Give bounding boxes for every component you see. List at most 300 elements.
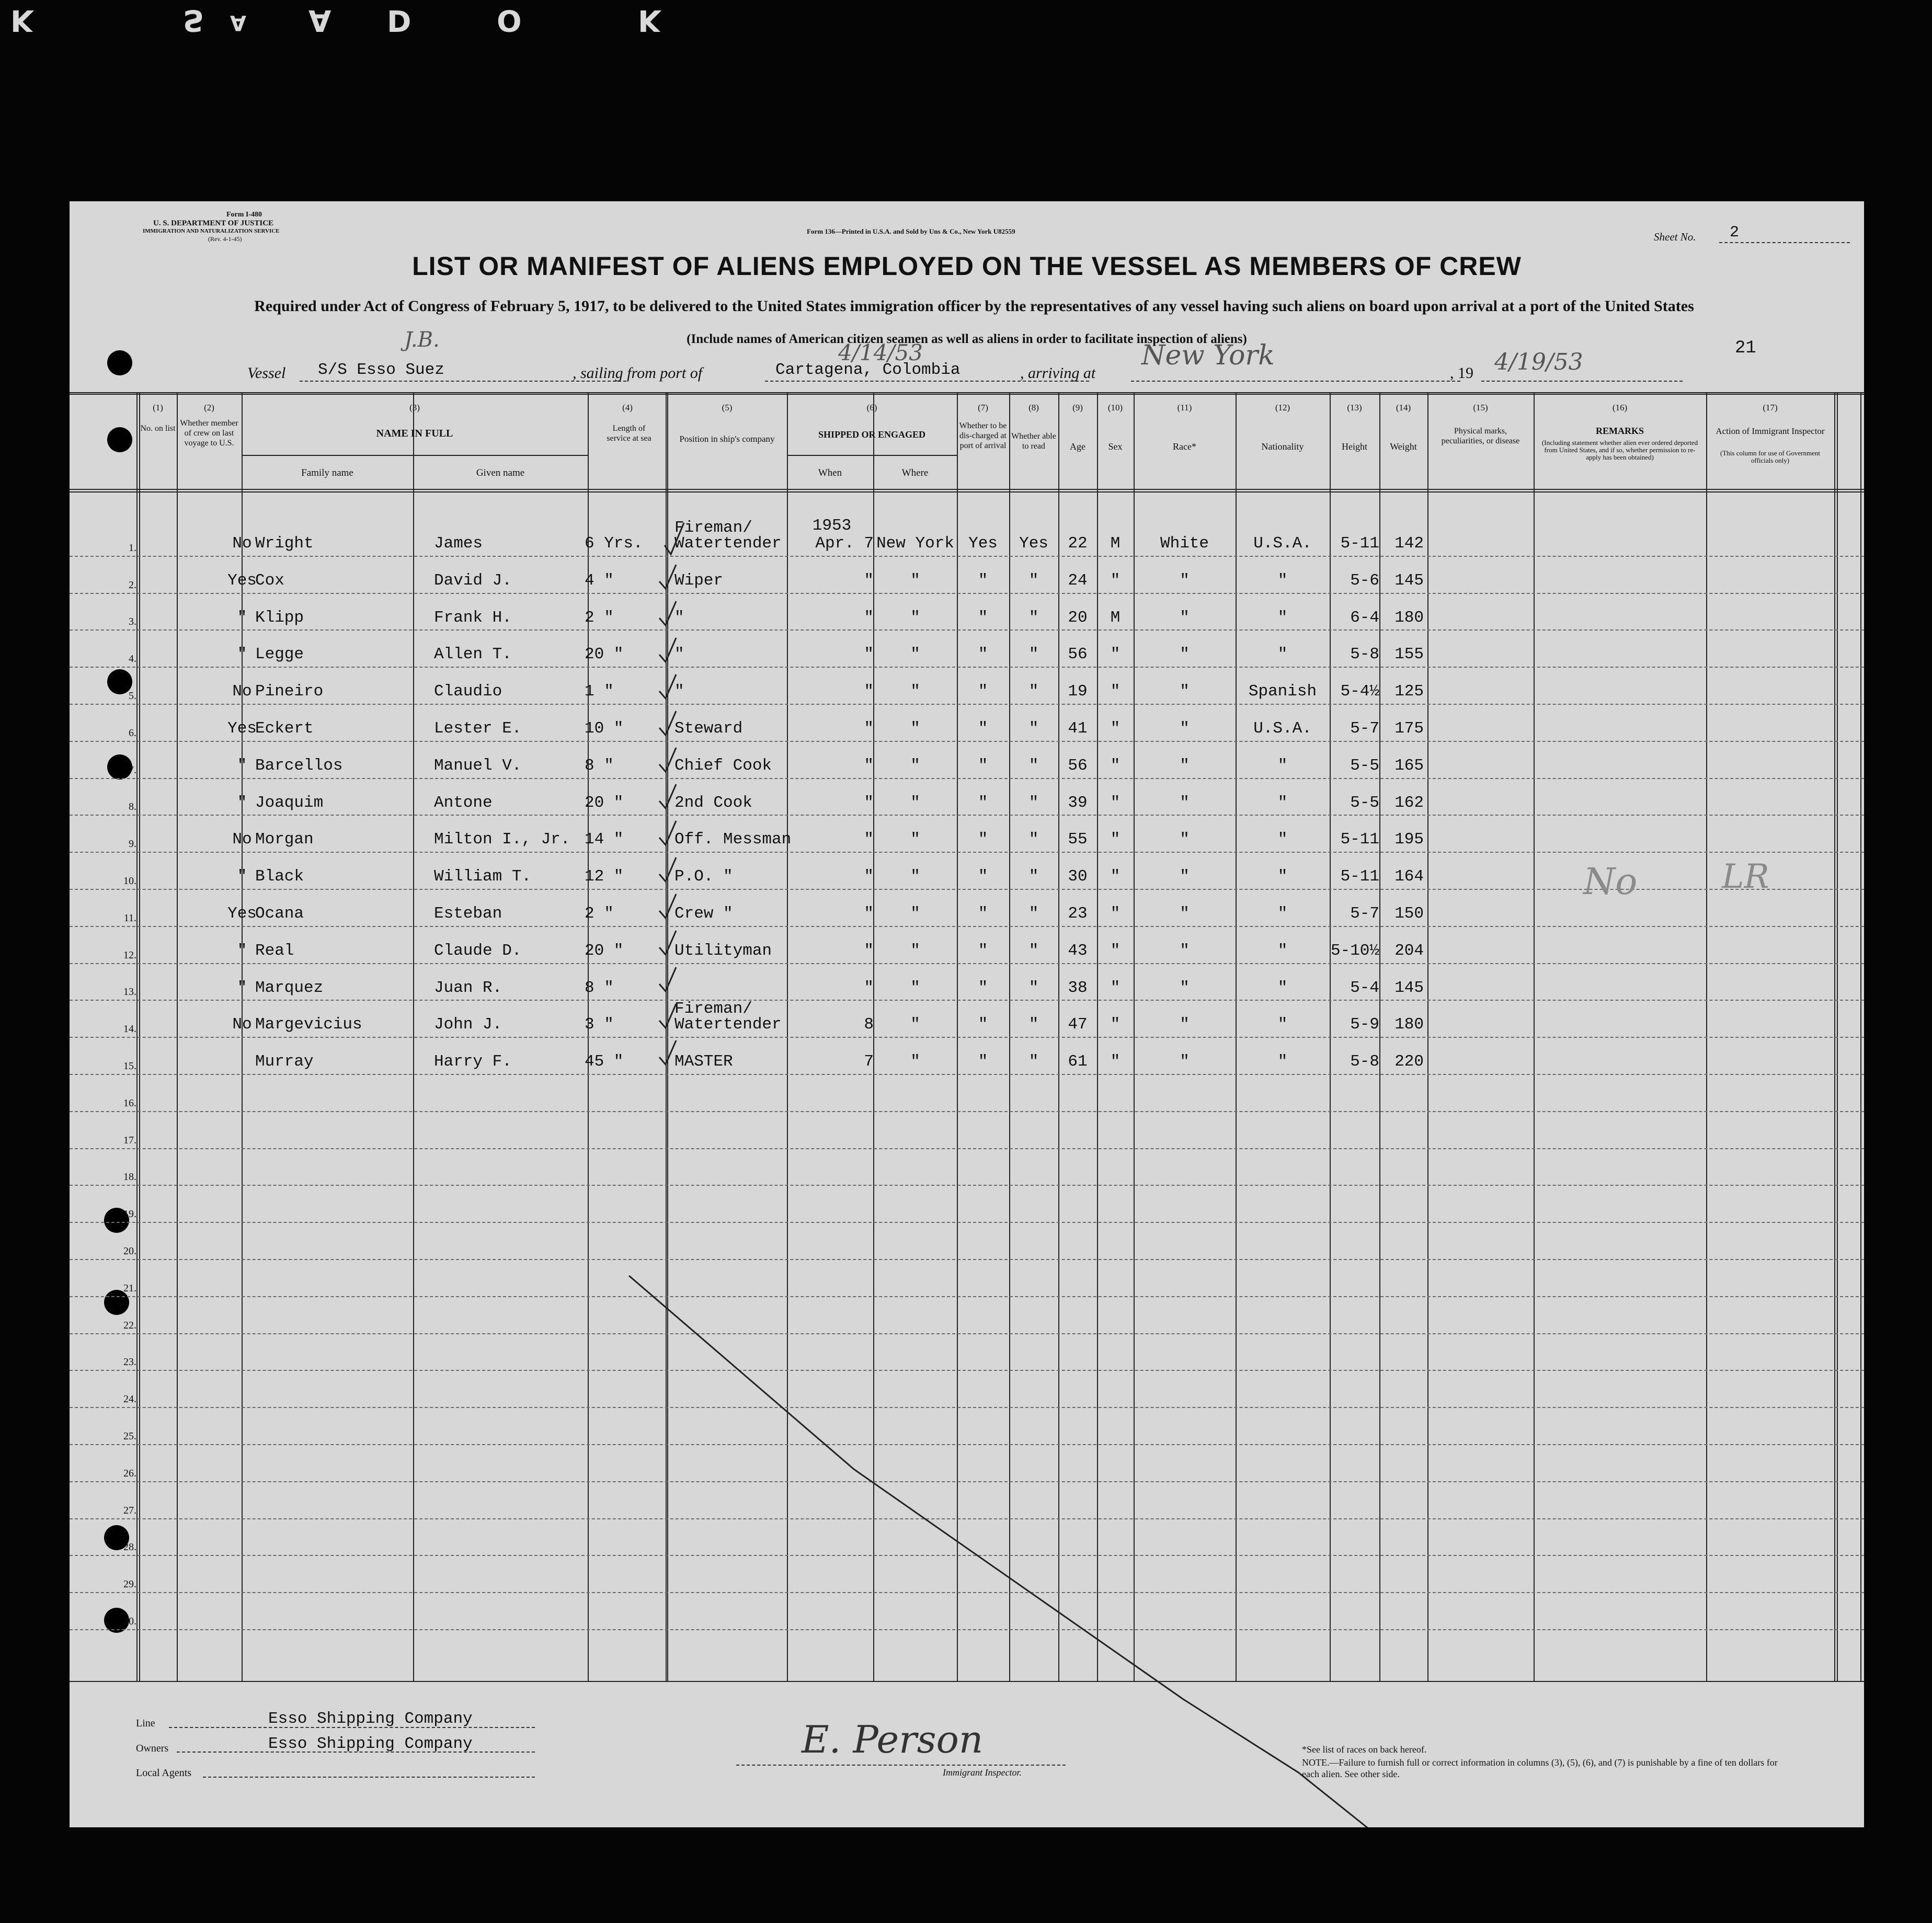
- cell-given: Juan R.: [434, 978, 502, 997]
- cell-given: James: [434, 534, 483, 553]
- cell-position: Steward: [675, 719, 743, 738]
- cell-read: ": [1028, 756, 1039, 775]
- department-line: U. S. DEPARTMENT OF JUSTICE: [153, 219, 274, 227]
- cell-given: David J.: [434, 571, 512, 590]
- cell-given: Lester E.: [434, 719, 522, 738]
- cell-when: 7: [864, 1052, 874, 1071]
- cell-position: Fireman/: [675, 1000, 752, 1018]
- row-number: 10.: [123, 875, 136, 887]
- cell-age: 47: [1068, 1015, 1088, 1034]
- film-edge-letter: O: [497, 3, 522, 37]
- header-able-to-read: Whether able to read: [1011, 432, 1056, 451]
- line-underline: [169, 1727, 535, 1728]
- cell-given: John J.: [434, 1015, 502, 1034]
- handwritten-date: 4/14/53: [838, 340, 923, 365]
- checkmark: [659, 894, 676, 918]
- cell-height: 5-6: [1350, 571, 1379, 590]
- row-number: 20.: [123, 1245, 136, 1257]
- cell-nationality: ": [1277, 905, 1288, 923]
- cell-height: 5-11: [1340, 867, 1379, 886]
- cell-when: ": [864, 682, 874, 701]
- cell-where: ": [910, 1052, 920, 1071]
- cell-family: Cox: [255, 571, 284, 590]
- cell-height: 5-5: [1350, 793, 1379, 812]
- cell-age: 22: [1068, 534, 1088, 553]
- cell-when-year: 1953: [812, 517, 852, 535]
- cell-discharged: ": [978, 1052, 988, 1071]
- cell-where: ": [910, 571, 920, 590]
- page-title: LIST OR MANIFEST OF ALIENS EMPLOYED ON THE VESSEL AS MEMBERS OF CREW: [412, 251, 1522, 281]
- cell-given: Harry F.: [434, 1052, 512, 1071]
- cell-age: 24: [1068, 571, 1088, 590]
- cell-age: 30: [1068, 867, 1088, 886]
- cell-discharged: ": [978, 756, 988, 775]
- cell-member: No: [232, 1015, 252, 1034]
- header-where: Where: [901, 467, 929, 478]
- cell-weight: 180: [1394, 1015, 1424, 1034]
- cell-length: 45 ": [585, 1052, 624, 1071]
- header-action: Action of Immigrant Inspector: [1716, 426, 1825, 436]
- cell-age: 56: [1068, 756, 1088, 775]
- row-number: 23.: [123, 1356, 136, 1368]
- cell-length: 12 ": [585, 867, 624, 886]
- column-number: (6): [866, 403, 877, 413]
- sailing-label: , sailing from port of: [573, 364, 703, 382]
- cell-sex: ": [1110, 793, 1121, 812]
- row-number: 17.: [123, 1134, 136, 1146]
- cell-given: Milton I., Jr.: [434, 830, 570, 849]
- checkmark: [659, 748, 676, 772]
- cell-when: ": [864, 941, 874, 960]
- cell-where: ": [910, 793, 920, 812]
- cell-when: ": [864, 830, 874, 849]
- cell-age: 19: [1068, 682, 1088, 701]
- column-number: (9): [1072, 403, 1083, 413]
- checkmark: [659, 1004, 676, 1028]
- film-edge-letter: S: [183, 3, 204, 37]
- arriving-port: New York: [1141, 340, 1275, 371]
- cell-when: ": [864, 608, 874, 627]
- cell-read: ": [1028, 608, 1039, 627]
- column-number: (8): [1028, 403, 1039, 413]
- cell-discharged: ": [978, 941, 988, 960]
- row-number: 25.: [123, 1430, 136, 1442]
- cell-height: 5-7: [1350, 719, 1379, 738]
- column-number: (2): [204, 403, 214, 413]
- arriving-label: , arriving at: [1020, 364, 1096, 382]
- cell-when: ": [864, 978, 874, 997]
- cell-position: Crew ": [675, 905, 733, 923]
- column-number: (12): [1275, 403, 1290, 413]
- cell-read: ": [1028, 905, 1039, 923]
- cell-position: Off. Messman: [675, 830, 792, 849]
- cell-discharged: ": [978, 905, 988, 923]
- cell-age: 55: [1068, 830, 1088, 849]
- inspector-label: Immigrant Inspector.: [943, 1767, 1022, 1778]
- cell-read: Yes: [1019, 534, 1048, 553]
- cell-when: ": [864, 645, 874, 664]
- cell-height: 5-4½: [1340, 682, 1379, 701]
- cell-sex: ": [1110, 645, 1121, 664]
- cell-position: Wiper: [675, 571, 724, 590]
- cell-sex: ": [1110, 830, 1121, 849]
- cell-height: 6-4: [1350, 608, 1379, 627]
- cell-where: ": [910, 1015, 920, 1034]
- signature-line: [736, 1765, 1066, 1766]
- owners-underline: [177, 1752, 535, 1753]
- cell-weight: 125: [1394, 682, 1424, 701]
- checkmark: [659, 931, 676, 955]
- cell-position: 2nd Cook: [675, 793, 752, 812]
- cell-weight: 142: [1394, 534, 1424, 553]
- cell-length: 4 ": [585, 571, 614, 590]
- cell-family: Murray: [255, 1052, 314, 1071]
- cell-sex: ": [1110, 719, 1121, 738]
- film-edge-letter: A: [308, 3, 331, 37]
- row-number: 6.: [129, 727, 136, 739]
- header-discharged: Whether to be dis-charged at port of arrival: [959, 421, 1007, 450]
- cell-discharged: ": [978, 645, 988, 664]
- cell-weight: 145: [1394, 571, 1424, 590]
- cell-family: Klipp: [255, 608, 304, 627]
- film-edge-letter: A: [230, 10, 246, 35]
- cell-when: ": [864, 793, 874, 812]
- cell-position: ": [675, 645, 684, 664]
- cell-when: Apr. 7: [815, 534, 874, 553]
- local-agents-underline: [203, 1777, 535, 1778]
- header-when: When: [818, 467, 842, 478]
- cell-given: Claudio: [434, 682, 502, 701]
- header-physical-marks: Physical marks, peculiarities, or disease: [1441, 427, 1520, 445]
- cell-nationality: ": [1277, 756, 1288, 775]
- races-note: *See list of races on back hereof.: [1302, 1744, 1427, 1755]
- cell-where: ": [910, 756, 920, 775]
- header-position: Position in ship's company: [679, 434, 775, 444]
- checkmark: [665, 523, 684, 554]
- page-mark: 21: [1735, 338, 1756, 358]
- cell-member: ": [237, 793, 247, 812]
- cell-race: ": [1180, 719, 1190, 738]
- cell-age: 43: [1068, 941, 1088, 960]
- cell-sex: ": [1110, 682, 1121, 701]
- cell-given: Antone: [434, 793, 493, 812]
- cell-height: 5-11: [1340, 534, 1379, 553]
- cell-family: Joaquim: [255, 793, 324, 812]
- column-number: (13): [1347, 403, 1362, 413]
- cell-discharged: ": [978, 1015, 988, 1034]
- cell-where: ": [910, 867, 920, 886]
- cell-age: 23: [1068, 905, 1088, 923]
- cell-length: 20 ": [585, 645, 624, 664]
- header-no-on-list: No. on list: [140, 424, 176, 433]
- arrival-date: 4/19/53: [1494, 349, 1583, 375]
- row-number: 5.: [129, 690, 136, 702]
- cell-member: Yes: [227, 719, 257, 738]
- column-number: (16): [1612, 403, 1628, 413]
- cell-given: Esteban: [434, 905, 502, 923]
- header-shipped-or-engaged: SHIPPED OR ENGAGED: [818, 429, 926, 440]
- cell-where: ": [910, 645, 920, 664]
- cell-discharged: ": [978, 867, 988, 886]
- vessel-name: S/S Esso Suez: [318, 361, 444, 379]
- header-family-name: Family name: [301, 467, 353, 478]
- cell-where: ": [910, 941, 920, 960]
- column-number: (10): [1107, 403, 1123, 413]
- cell-family: Ocana: [255, 905, 304, 923]
- cell-weight: 162: [1394, 793, 1424, 812]
- cell-where: ": [910, 608, 920, 627]
- cell-race: ": [1180, 756, 1190, 775]
- manifest-sheet: [70, 201, 1864, 1827]
- cell-member: ": [237, 941, 247, 960]
- column-number: (17): [1763, 403, 1778, 413]
- column-number: (5): [722, 403, 733, 413]
- line-label: Line: [136, 1718, 155, 1729]
- cell-where: ": [910, 682, 920, 701]
- cell-race: ": [1180, 608, 1190, 627]
- header-whether-member: Whether member of crew on last voyage to U.S.: [180, 419, 238, 448]
- cell-nationality: U.S.A.: [1253, 534, 1312, 553]
- action-annotation: LR: [1722, 857, 1769, 896]
- cell-nationality: U.S.A.: [1253, 719, 1312, 738]
- cell-sex: ": [1110, 941, 1121, 960]
- cell-sex: ": [1110, 978, 1121, 997]
- cell-position: Utilityman: [675, 941, 772, 960]
- cell-height: 5-10½: [1330, 941, 1379, 960]
- cell-length: 6 Yrs.: [585, 534, 643, 553]
- row-number: 12.: [123, 949, 136, 961]
- cell-age: 20: [1068, 608, 1088, 627]
- cell-length: 14 ": [585, 830, 624, 849]
- cell-family: Black: [255, 867, 304, 886]
- cell-where: ": [910, 905, 920, 923]
- film-edge-letter: D: [387, 3, 411, 37]
- column-number: (4): [622, 403, 633, 413]
- sailing-port: Cartagena, Colombia: [775, 361, 961, 379]
- cell-length: 3 ": [585, 1015, 614, 1034]
- cell-weight: 195: [1394, 830, 1424, 849]
- row-number: 13.: [123, 986, 136, 998]
- vessel-label: Vessel: [247, 364, 286, 382]
- cell-age: 56: [1068, 645, 1088, 664]
- cell-family: Real: [255, 941, 294, 960]
- cell-given: Claude D.: [434, 941, 522, 960]
- cell-height: 5-4: [1350, 978, 1379, 997]
- cell-length: 2 ": [585, 905, 614, 923]
- cell-where: ": [910, 719, 920, 738]
- cell-read: ": [1028, 1052, 1039, 1071]
- row-number: 11.: [123, 912, 136, 924]
- cell-member: ": [237, 608, 247, 627]
- cell-member: No: [232, 534, 252, 553]
- cell-nationality: ": [1277, 608, 1288, 627]
- header-name-in-full: NAME IN FULL: [376, 428, 453, 439]
- header-height: Height: [1342, 441, 1367, 452]
- checkmark-strokes: [659, 523, 684, 1064]
- checkmark: [659, 565, 676, 589]
- film-edge-markings: [0, 0, 1932, 47]
- cell-position: ": [675, 682, 684, 701]
- row-number: 24.: [123, 1393, 136, 1405]
- header-action-sub: (This column for use of Government officials only): [1720, 449, 1820, 464]
- cell-given: Allen T.: [434, 645, 512, 664]
- cell-nationality: ": [1277, 793, 1288, 812]
- cell-length: 2 ": [585, 608, 614, 627]
- sheet-number-line: [1719, 242, 1850, 243]
- cell-read: ": [1028, 867, 1039, 886]
- cell-race: ": [1180, 941, 1190, 960]
- cell-where: ": [910, 978, 920, 997]
- cell-family: Legge: [255, 645, 304, 664]
- checkmark: [659, 821, 676, 845]
- cell-length: 20 ": [585, 941, 624, 960]
- row-number: 7.: [129, 764, 136, 776]
- cell-height: 5-8: [1350, 1052, 1379, 1071]
- cell-nationality: ": [1277, 830, 1288, 849]
- cell-discharged: ": [978, 793, 988, 812]
- cell-nationality: Spanish: [1248, 682, 1317, 701]
- row-number: 22.: [123, 1319, 136, 1331]
- sheet-number: 2: [1730, 224, 1740, 242]
- cell-age: 38: [1068, 978, 1088, 997]
- cell-race: ": [1180, 1015, 1190, 1034]
- cell-when: 8: [864, 1015, 874, 1034]
- cell-length: 8 ": [585, 978, 614, 997]
- cell-read: ": [1028, 1015, 1039, 1034]
- film-edge-letter: K: [638, 3, 661, 37]
- cell-member: No: [232, 682, 252, 701]
- cell-nationality: ": [1277, 978, 1288, 997]
- cell-family: Pineiro: [255, 682, 324, 701]
- cell-weight: 145: [1394, 978, 1424, 997]
- cell-family: Eckert: [255, 719, 314, 738]
- cell-length: 8 ": [585, 756, 614, 775]
- cell-read: ": [1028, 793, 1039, 812]
- cell-race: ": [1180, 867, 1190, 886]
- cell-read: ": [1028, 571, 1039, 590]
- checkmark: [659, 711, 676, 735]
- pen-marks: [70, 392, 1864, 1682]
- printer-line: Form 136—Printed in U.S.A. and Sold by Uns & Co., New York U82559: [807, 227, 1015, 235]
- cell-length: 1 ": [585, 682, 614, 701]
- header-remarks-sub: (Including statement whether alien ever ordered deported from United States, and if so, whether permission to re-apply has been obtained): [1541, 439, 1698, 461]
- cell-member: Yes: [227, 571, 257, 590]
- row-number: 26.: [123, 1467, 136, 1479]
- column-number: (7): [978, 403, 988, 413]
- penalty-note: NOTE.—Failure to furnish full or correct information in columns (3), (5), (6), and (7) is punishable by a fine of ten dollars for each alien. See other side.: [1302, 1757, 1778, 1779]
- form-revision: (Rev. 4-1-45): [208, 235, 242, 243]
- cell-given: Frank H.: [434, 608, 512, 627]
- cell-height: 5-7: [1350, 905, 1379, 923]
- sheet-number-label: Sheet No.: [1654, 231, 1696, 243]
- form-number: Form I-480: [226, 211, 262, 219]
- year-label: , 19: [1450, 364, 1473, 382]
- cell-race: ": [1180, 571, 1190, 590]
- cell-discharged: Yes: [968, 534, 998, 553]
- cell-race: ": [1180, 1052, 1190, 1071]
- cell-read: ": [1028, 682, 1039, 701]
- cell-race: ": [1180, 682, 1190, 701]
- row-number: 1.: [129, 542, 136, 554]
- column-number: (11): [1177, 403, 1192, 413]
- row-number: 19.: [123, 1208, 136, 1220]
- cell-discharged: ": [978, 978, 988, 997]
- header-given-name: Given name: [476, 467, 525, 478]
- row-number: 30.: [123, 1616, 136, 1627]
- row-number: 27.: [123, 1504, 136, 1516]
- row-number: 14.: [123, 1023, 136, 1035]
- cell-when: ": [864, 571, 874, 590]
- cell-race: White: [1160, 534, 1209, 553]
- local-agents-label: Local Agents: [136, 1767, 192, 1779]
- row-number: 15.: [123, 1060, 136, 1072]
- cell-read: ": [1028, 645, 1039, 664]
- cell-family: Morgan: [255, 830, 314, 849]
- cell-when: ": [864, 867, 874, 886]
- cell-discharged: ": [978, 682, 988, 701]
- cell-member: ": [237, 867, 247, 886]
- checkmark: [659, 857, 676, 882]
- checkmark: [659, 784, 676, 808]
- cell-read: ": [1028, 830, 1039, 849]
- cell-given: William T.: [434, 867, 532, 886]
- cell-weight: 220: [1394, 1052, 1424, 1071]
- checkmark: [659, 638, 676, 662]
- cancel-diagonal-line: [629, 1276, 1377, 1827]
- cell-family: Wright: [255, 534, 314, 553]
- row-number: 2.: [129, 579, 136, 591]
- cell-position-line2: Watertender: [675, 1015, 782, 1034]
- cell-nationality: ": [1277, 867, 1288, 886]
- row-number: 9.: [129, 838, 136, 850]
- cell-height: 5-9: [1350, 1015, 1379, 1034]
- date-line: [1481, 381, 1683, 382]
- row-number: 8.: [129, 801, 136, 813]
- cell-member: ": [237, 645, 247, 664]
- cell-when: ": [864, 756, 874, 775]
- cell-position-line2: Watertender: [675, 534, 782, 553]
- cell-position: Fireman/: [675, 519, 752, 537]
- cell-sex: M: [1110, 534, 1121, 553]
- cell-given: Manuel V.: [434, 756, 522, 775]
- cell-race: ": [1180, 830, 1190, 849]
- cell-read: ": [1028, 941, 1039, 960]
- page-subnote: (Include names of American citizen seamen as well as aliens in order to facilitate inspection of aliens): [687, 332, 1247, 346]
- cell-nationality: ": [1277, 571, 1288, 590]
- inspector-signature: E. Person: [802, 1718, 984, 1761]
- cell-weight: 180: [1394, 608, 1424, 627]
- owners-value: Esso Shipping Company: [268, 1735, 473, 1753]
- cell-family: Margevicius: [255, 1015, 362, 1034]
- row-number: 18.: [123, 1171, 136, 1183]
- cell-where: New York: [876, 534, 954, 553]
- cell-length: 20 ": [585, 793, 624, 812]
- cell-family: Barcellos: [255, 756, 343, 775]
- cell-weight: 164: [1394, 867, 1424, 886]
- row-number: 28.: [123, 1541, 136, 1553]
- header-weight: Weight: [1390, 441, 1417, 452]
- cell-race: ": [1180, 793, 1190, 812]
- cell-weight: 165: [1394, 756, 1424, 775]
- cell-read: ": [1028, 978, 1039, 997]
- header-length-of-service: Length of service at sea: [607, 424, 651, 443]
- header-age: Age: [1070, 441, 1085, 452]
- line-value: Esso Shipping Company: [268, 1710, 473, 1728]
- cell-weight: 175: [1394, 719, 1424, 738]
- cell-race: ": [1180, 905, 1190, 923]
- cell-race: ": [1180, 978, 1190, 997]
- cell-nationality: ": [1277, 1015, 1288, 1034]
